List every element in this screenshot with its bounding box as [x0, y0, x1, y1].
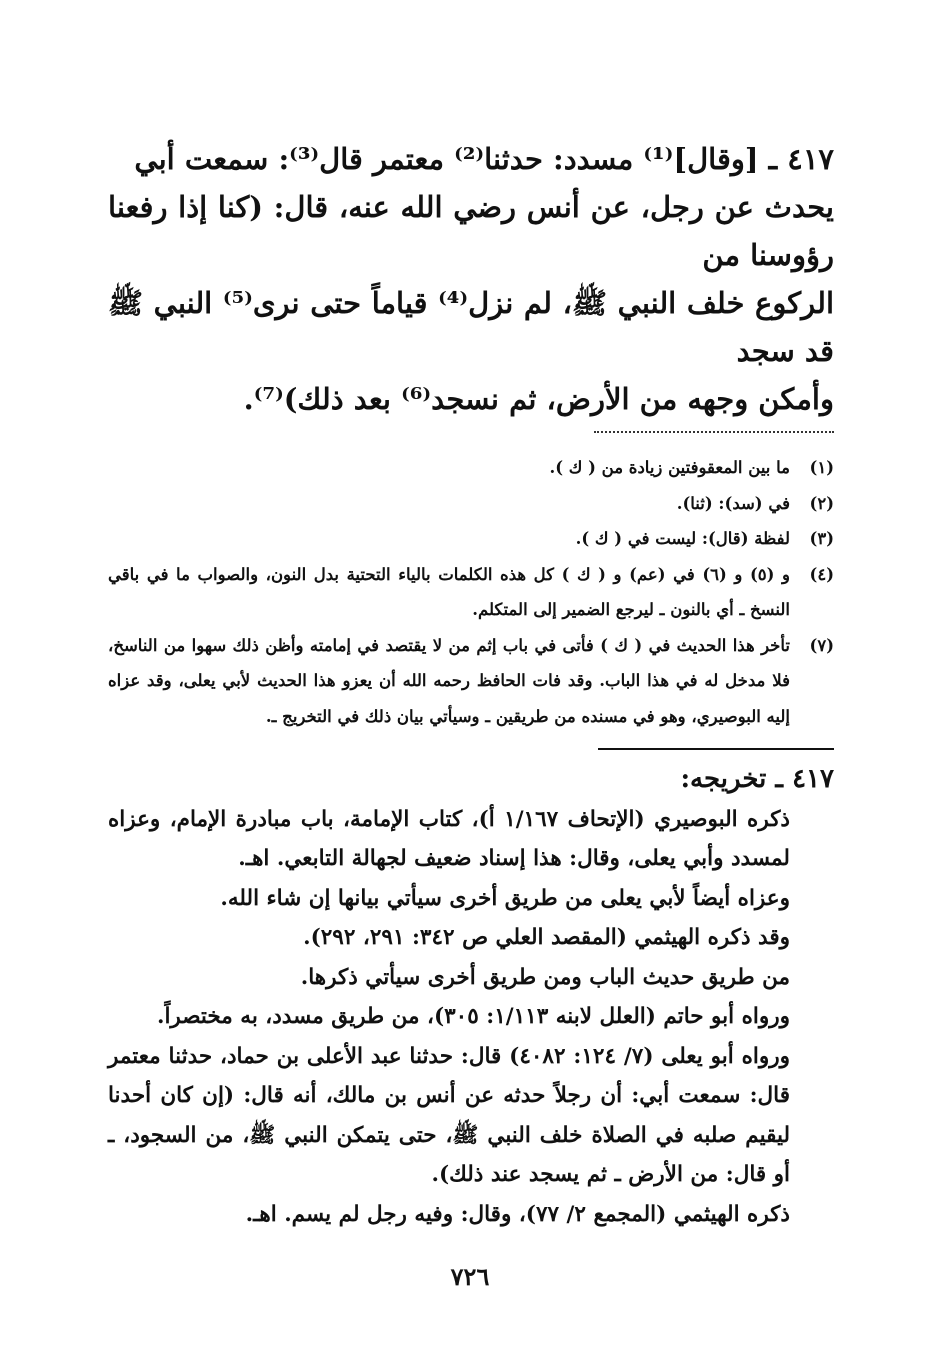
takhrij-heading: ٤١٧ ـ تخريجه: — [680, 764, 834, 794]
hadith-line: الركوع خلف النبي ﷺ، لم نزل⁽⁴⁾ قياماً حتى نرى⁽⁵⁾ النبي ﷺ قد سجد — [108, 286, 834, 368]
page-content — [108, 135, 834, 1234]
takhrij-paragraph: ذكره البوصيري (الإتحاف ١/١٦٧ أ)، كتاب الإمامة، باب مبادرة الإمام، وعزاه لمسدد وأبي يعلى، وقال: هذا إسناد ضعيف لجهالة التابعي. اهـ. — [108, 806, 790, 871]
footnote-number: (٢) — [809, 493, 834, 513]
hadith-line: ٤١٧ ـ [وقال]⁽¹⁾ مسدد: حدثنا⁽²⁾ معتمر قال⁽³⁾: سمعت أبي — [134, 142, 834, 176]
takhrij-paragraph: ذكره الهيثمي (المجمع ٢/ ٧٧)، وقال: وفيه رجل لم يسم. اهـ. — [245, 1201, 790, 1227]
footnote — [108, 557, 834, 628]
takhrij-paragraph: ورواه أبو يعلى (٧/ ١٢٤: ٤٠٨٢) قال: حدثنا عبد الأعلى بن حماد، حدثنا معتمر قال: سمعت أبي: أن رجلاً حدثه عن أنس بن مالك، أنه قال: (إن كان أحدنا ليقيم صلبه في الصلاة خلف النبي ﷺ، حتى يتمكن النبي ﷺ، من السجود، ـ أو قال: من الأرض ـ ثم يسجد عند ذلك). — [108, 1043, 790, 1187]
takhrij-paragraph: من طريق حديث الباب ومن طريق أخرى سيأتي ذكرها. — [300, 964, 790, 990]
footnote-number: (٤) — [809, 564, 834, 584]
footnote — [108, 450, 834, 486]
takhrij-paragraph: ورواه أبو حاتم (العلل لابنه ١/١١٣: ٣٠٥)، من طريق مسدد، به مختصراً. — [156, 1004, 790, 1029]
footnote-number: (٧) — [809, 635, 834, 655]
dotted-divider — [594, 431, 834, 434]
takhrij-paragraph: وقد ذكره الهيثمي (المقصد العلي ص ٣٤٢: ٢٩١، ٢٩٢). — [303, 925, 790, 950]
footnote-number: (٣) — [809, 529, 834, 548]
footnote-number: (١) — [809, 458, 834, 477]
footnote-text: لفظة (قال): ليست في ( ك ). — [575, 529, 790, 548]
section-divider — [598, 748, 834, 750]
takhrij-section — [108, 760, 834, 1234]
takhrij-paragraph: وعزاه أيضاً لأبي يعلى من طريق أخرى سيأتي بيانها إن شاء الله. — [220, 885, 790, 911]
page-number: ٧٢٦ — [450, 1262, 490, 1291]
footnote-text: تأخر هذا الحديث في ( ك ) فأتى في باب إثم من لا يقتصد في إمامته وأظن ذلك سهوا من الناسخ، فلا مدخل له في هذا الباب. وقد فات الحافظ رحمه الله أن يعزو هذا الحديث لأبي يعلى، وقد عزاه إليه البوصيري، وهو في مسنده من طريقين ـ وسيأتي بيان ذلك في التخريج ـ. — [108, 635, 790, 726]
footnote-text: ما بين المعقوفتين زيادة من ( ك ). — [549, 458, 790, 477]
hadith-line: يحدث عن رجل، عن أنس رضي الله عنه، قال: (كنا إذا رفعنا رؤوسنا من — [108, 190, 834, 272]
hadith-line: وأمكن وجهه من الأرض، ثم نسجد⁽⁶⁾ بعد ذلك)⁽⁷⁾. — [243, 382, 834, 416]
footnotes — [108, 450, 834, 734]
footnote — [108, 628, 834, 735]
footnote-text: في (سد): (ثنا). — [676, 493, 790, 513]
footnote — [108, 486, 834, 522]
footnote — [108, 521, 834, 557]
footnote-text: و (٥) و (٦) في (عم) و ( ك ) كل هذه الكلمات بالياء التحتية بدل النون، والصواب ما في باقي النسخ ـ أي بالنون ـ ليرجع الضمير إلى المتكلم. — [108, 564, 790, 619]
hadith-text — [108, 135, 834, 423]
